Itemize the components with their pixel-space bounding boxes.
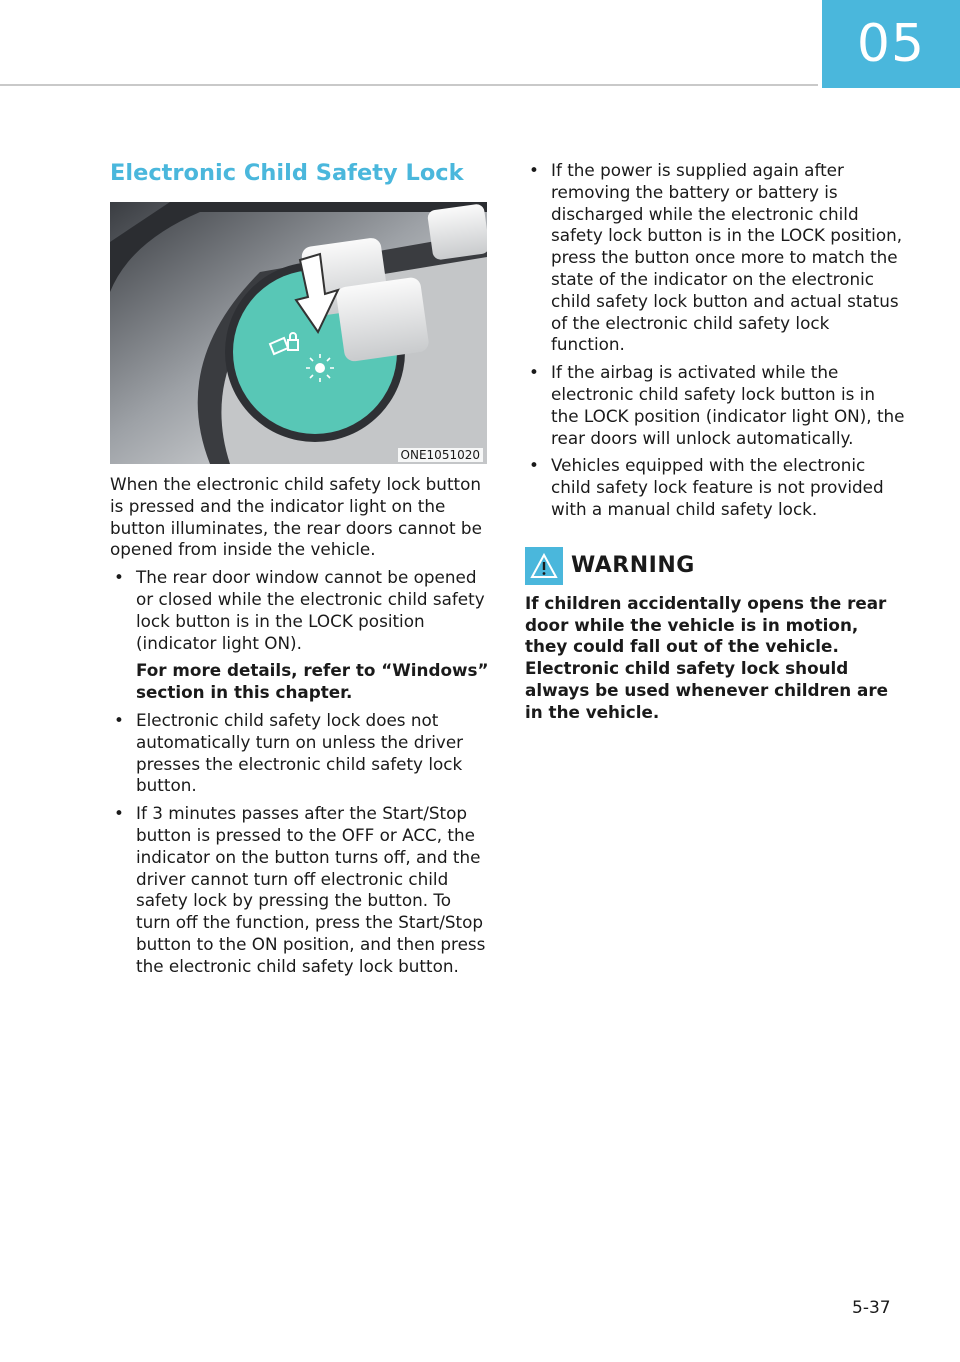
section-title: Electronic Child Safety Lock [110,160,464,186]
list-item: • Vehicles equipped with the electronic child safety lock feature is not provided with a manual child safety lock. [525,455,905,520]
list-item: • If 3 minutes passes after the Start/Stop button is pressed to the OFF or ACC, the indicator on the button turns off, and the driver cannot turn off electronic child safety lock by pressing the button. To turn off the function, press the Start/Stop button to the ON position, and then press the electronic child safety lock button. [110,803,490,977]
list-item: • If the airbag is activated while the electronic child safety lock button is in the LOCK position (indicator light ON), the rear doors will unlock automatically. [525,362,905,449]
warning-triangle-icon [525,547,563,585]
warning-text: If children accidentally opens the rear door while the vehicle is in motion, they could fall out of the vehicle. Electronic child safety lock should always be used whenever children are in the vehicle. [525,592,889,722]
right-bullet-list [525,160,905,521]
child-lock-button-photo [110,202,487,464]
list-item: • If the power is supplied again after removing the battery or battery is discharged while the electronic child safety lock button is in the LOCK position, press the button once more to match the state of the indicator on the electronic child safety lock button and actual status of the electronic child safety lock function. [525,160,905,356]
intro-paragraph: When the electronic child safety lock button is pressed and the indicator light on the button illuminates, the rear doors cannot be opened from inside the vehicle. [110,474,482,560]
warning-header [525,547,905,585]
list-item: • Electronic child safety lock does not automatically turn on unless the driver presses the electronic child safety lock button. [110,710,490,797]
left-column [110,160,490,984]
window-switch-rear [335,276,430,362]
cross-reference: For more details, refer to “Windows” section in this chapter. [136,660,489,703]
right-column [525,160,905,724]
header-rule [0,84,818,86]
warning-title: WARNING [571,553,695,579]
left-bullet-list [110,567,490,977]
figure-code: ONE1051020 [398,448,483,462]
list-item: • The rear door window cannot be opened or closed while the electronic child safety lock button is in the LOCK position (indicator light ON). For more details, refer to “Windows” section in this chapter. [110,567,490,704]
chapter-number: 05 [822,0,960,88]
door-panel-illustration [110,202,487,464]
page-number: 5-37 [852,1298,891,1318]
